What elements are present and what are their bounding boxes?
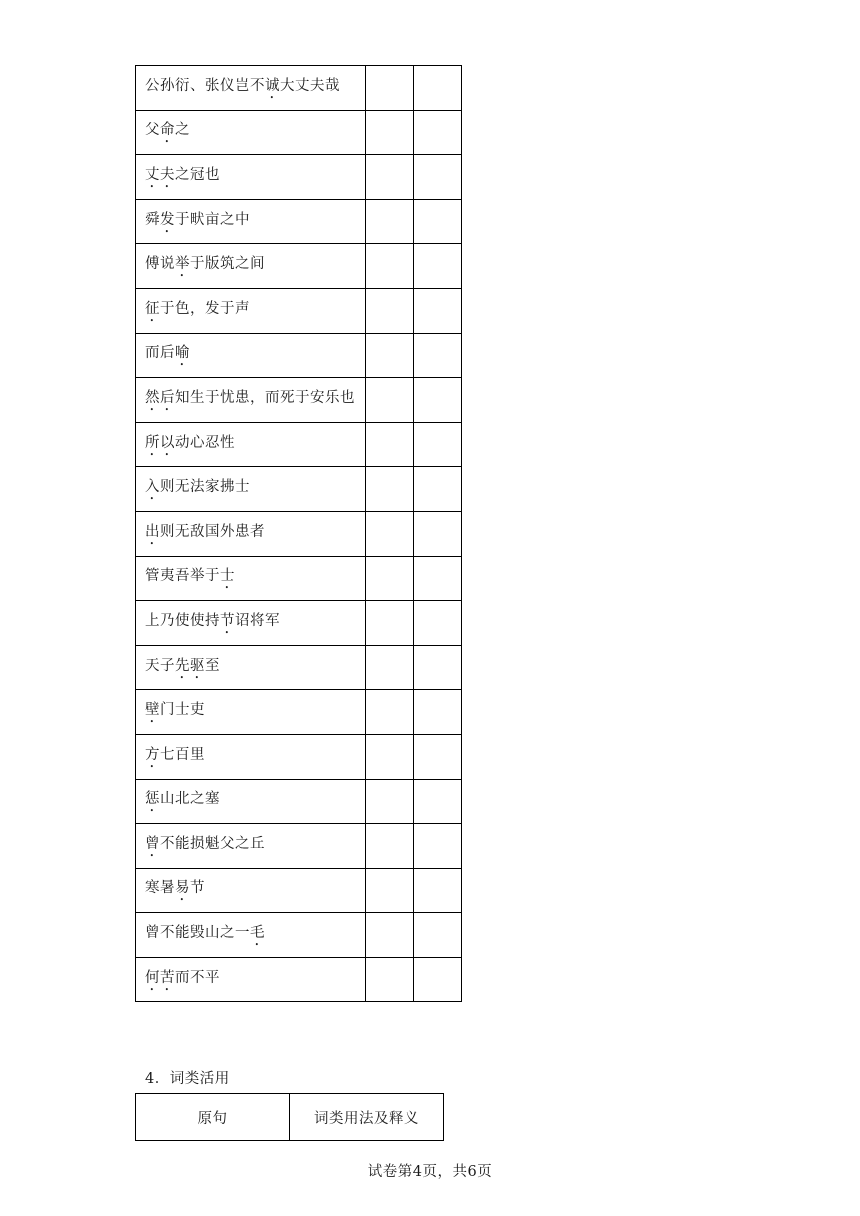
answer-cell-1: [366, 824, 414, 869]
answer-cell-2: [414, 690, 462, 735]
emphasized-word: 方: [145, 746, 160, 763]
answer-cell-2: [414, 601, 462, 646]
sentence-text: 节: [190, 880, 205, 897]
answer-cell-2: [414, 288, 462, 333]
answer-cell-1: [366, 422, 414, 467]
emphasized-word: 壁: [145, 702, 160, 719]
section-heading: 4．词类活用: [145, 1071, 230, 1087]
answer-cell-2: [414, 957, 462, 1002]
sentence-text: 山北之塞: [160, 791, 220, 808]
answer-cell-1: [366, 690, 414, 735]
answer-cell-2: [414, 779, 462, 824]
sentence-text: 而不平: [175, 969, 220, 986]
emphasized-word: 入: [145, 479, 160, 496]
answer-cell-2: [414, 422, 462, 467]
table-row: [136, 467, 462, 512]
vocab-table-body: [136, 66, 462, 1002]
answer-cell-2: [414, 244, 462, 289]
sentence-cell: [136, 556, 366, 601]
table-row: [136, 110, 462, 155]
table-row: [136, 422, 462, 467]
header-original-sentence: 原句: [136, 1094, 290, 1141]
sentence-cell: [136, 244, 366, 289]
sentence-text: 七百里: [160, 746, 205, 763]
sentence-text: 曾不能毁山之一: [145, 925, 250, 942]
emphasized-word: 然后: [145, 389, 175, 406]
emphasized-word: 举: [175, 256, 190, 273]
sentence-text: 至: [205, 657, 220, 674]
emphasized-word: 发: [160, 211, 175, 228]
answer-cell-2: [414, 467, 462, 512]
sentence-cell: [136, 333, 366, 378]
table-row: [136, 288, 462, 333]
answer-cell-2: [414, 155, 462, 200]
answer-cell-1: [366, 155, 414, 200]
sentence-cell: [136, 110, 366, 155]
sentence-cell: [136, 734, 366, 779]
answer-cell-2: [414, 556, 462, 601]
sentence-cell: [136, 645, 366, 690]
answer-cell-2: [414, 913, 462, 958]
table-row: [136, 333, 462, 378]
answer-cell-1: [366, 779, 414, 824]
answer-cell-2: [414, 199, 462, 244]
answer-cell-1: [366, 734, 414, 779]
emphasized-word: 节: [220, 612, 235, 629]
sentence-text: 管夷吾举于: [145, 568, 220, 585]
sentence-cell: [136, 957, 366, 1002]
answer-cell-2: [414, 333, 462, 378]
emphasized-word: 所以: [145, 434, 175, 451]
answer-cell-1: [366, 244, 414, 289]
emphasized-word: 命: [160, 122, 175, 139]
header-usage-explanation: 词类用法及释义: [290, 1094, 444, 1141]
emphasized-word: 丈夫: [145, 166, 175, 183]
sentence-text: 动心忍性: [175, 434, 235, 451]
table-row: [136, 556, 462, 601]
emphasized-word: 何苦: [145, 969, 175, 986]
answer-cell-1: [366, 645, 414, 690]
sentence-text: 则无敌国外患者: [160, 523, 265, 540]
table-row: [136, 734, 462, 779]
sentence-text: 不能损魁父之丘: [160, 835, 265, 852]
sentence-text: 公孙衍、张仪岂不: [145, 77, 265, 94]
sentence-text: 于色，发于声: [160, 300, 250, 317]
sentence-text: 傅说: [145, 256, 175, 273]
answer-cell-2: [414, 511, 462, 556]
answer-cell-2: [414, 66, 462, 111]
sentence-cell: [136, 913, 366, 958]
emphasized-word: 先驱: [175, 657, 205, 674]
sentence-text: 天子: [145, 657, 175, 674]
table-row: [136, 690, 462, 735]
sentence-cell: [136, 511, 366, 556]
sentence-text: 大丈夫哉: [280, 77, 340, 94]
sentence-text: 之冠也: [175, 166, 220, 183]
table-row: [136, 868, 462, 913]
sentence-text: 门士吏: [160, 702, 205, 719]
table-row: [136, 913, 462, 958]
answer-cell-1: [366, 378, 414, 423]
page-footer: 试卷第4页，共6页: [367, 1164, 493, 1180]
sentence-cell: [136, 378, 366, 423]
emphasized-word: 毛: [250, 925, 265, 942]
sentence-cell: [136, 288, 366, 333]
sentence-text: 寒暑: [145, 880, 175, 897]
sentence-text: 则无法家拂士: [160, 479, 250, 496]
answer-cell-1: [366, 199, 414, 244]
sentence-text: 而后: [145, 345, 175, 362]
sentence-cell: [136, 690, 366, 735]
sentence-cell: [136, 467, 366, 512]
answer-cell-2: [414, 868, 462, 913]
answer-cell-1: [366, 288, 414, 333]
emphasized-word: 惩: [145, 791, 160, 808]
sentence-cell: [136, 422, 366, 467]
sentence-cell: [136, 601, 366, 646]
answer-cell-2: [414, 110, 462, 155]
emphasized-word: 喻: [175, 345, 190, 362]
answer-cell-1: [366, 467, 414, 512]
table-row: [136, 511, 462, 556]
table-row: [136, 779, 462, 824]
sentence-text: 知生于忧患，而死于安乐也: [175, 389, 355, 406]
answer-cell-2: [414, 645, 462, 690]
sentence-cell: [136, 199, 366, 244]
table-row: [136, 824, 462, 869]
answer-cell-1: [366, 957, 414, 1002]
table-row: [136, 645, 462, 690]
answer-cell-1: [366, 511, 414, 556]
usage-table-header-row: [136, 1094, 444, 1141]
table-row: [136, 957, 462, 1002]
answer-cell-1: [366, 868, 414, 913]
sentence-cell: [136, 66, 366, 111]
sentence-cell: [136, 155, 366, 200]
sentence-text: 诏将军: [235, 612, 280, 629]
answer-cell-2: [414, 824, 462, 869]
emphasized-word: 诚: [265, 77, 280, 94]
sentence-cell: [136, 868, 366, 913]
sentence-text: 之: [175, 122, 190, 139]
answer-cell-1: [366, 66, 414, 111]
emphasized-word: 征: [145, 300, 160, 317]
sentence-text: 父: [145, 122, 160, 139]
emphasized-word: 士: [220, 568, 235, 585]
answer-cell-1: [366, 556, 414, 601]
sentence-text: 舜: [145, 211, 160, 228]
answer-cell-1: [366, 110, 414, 155]
emphasized-word: 出: [145, 523, 160, 540]
sentence-text: 于畎亩之中: [175, 211, 250, 228]
sentence-text: 于版筑之间: [190, 256, 265, 273]
emphasized-word: 曾: [145, 835, 160, 852]
table-row: [136, 601, 462, 646]
sentence-cell: [136, 824, 366, 869]
table-row: [136, 199, 462, 244]
answer-cell-2: [414, 734, 462, 779]
answer-cell-1: [366, 333, 414, 378]
answer-cell-2: [414, 378, 462, 423]
table-row: [136, 155, 462, 200]
table-row: [136, 244, 462, 289]
table-row: [136, 66, 462, 111]
sentence-cell: [136, 779, 366, 824]
table-row: [136, 378, 462, 423]
sentence-text: 上乃使使持: [145, 612, 220, 629]
emphasized-word: 易: [175, 880, 190, 897]
answer-cell-1: [366, 601, 414, 646]
usage-table: [135, 1093, 444, 1141]
answer-cell-1: [366, 913, 414, 958]
vocab-table: [135, 65, 462, 1002]
